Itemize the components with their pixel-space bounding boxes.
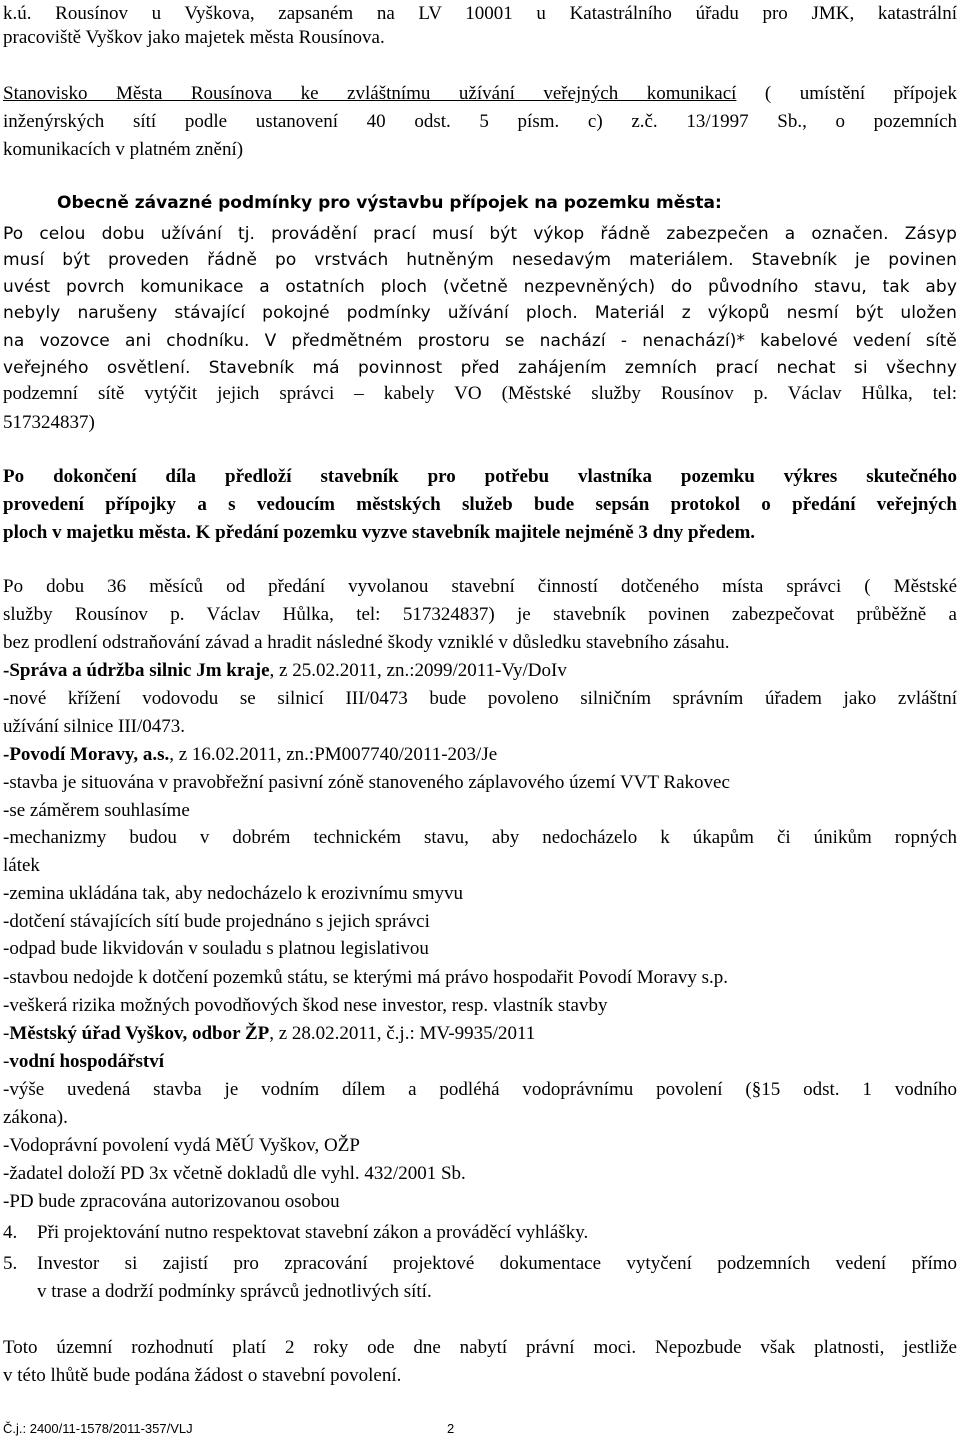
authority-name: Městský úřad Vyškov, odbor ŽP [9, 1023, 270, 1044]
authority-line [3, 659, 957, 683]
text-line: užívání silnice III/0473. [3, 716, 186, 737]
text-line: na vozovce ani chodníku. V předmětném prostoru se nachází - nenachází)* kabelové vedení sítě [3, 331, 957, 351]
text-line: -odpad bude likvidován v souladu s platnou legislativou [3, 938, 429, 959]
text-line: -mechanizmy budou v dobrém technickém stavu, aby nedocházelo k úkapům či únikům ropných [3, 827, 957, 848]
authority-name: -Povodí Moravy, a.s. [3, 744, 170, 765]
text-line: bez prodlení odstraňování závad a hradit následné škody vzniklé v důsledku stavebního zásahu. [3, 632, 730, 653]
text-line: -stavba je situována v pravobřežní pasivní zóně stanoveného záplavového území VVT Rakovec [3, 772, 730, 793]
text-line: -dotčení stávajících sítí bude projednáno s jejich správci [3, 911, 430, 932]
text-line: -PD bude zpracována autorizovanou osobou [3, 1191, 340, 1212]
text-line: uvést povrch komunikace a ostatních ploch (včetně nezpevněných) do původního stavu, tak aby [3, 277, 957, 297]
text-line: Toto územní rozhodnutí platí 2 roky ode dne nabytí právní moci. Nepozbude však platnosti, jestliže [3, 1337, 957, 1358]
text-line: k.ú. Rousínov u Vyškova, zapsaném na LV 10001 u Katastrálního úřadu pro JMK, katastrální [3, 3, 957, 24]
text-line: 517324837) [3, 412, 95, 433]
text-line: musí být proveden řádně po vrstvách hutněným nesedavým materiálem. Stavebník je povinen [3, 250, 957, 270]
text-line: veřejného osvětlení. Stavebník má povinnost před zahájením zemních prací nechat si všechny [3, 358, 957, 378]
text-line: -se záměrem souhlasíme [3, 800, 190, 821]
text-line: pracoviště Vyškov jako majetek města Rousínova. [3, 27, 385, 48]
authority-line [3, 1022, 957, 1046]
text-line: látek [3, 855, 40, 876]
subsection-line [3, 1050, 957, 1074]
text-line: v této lhůtě bude podána žádost o stavební povolení. [3, 1365, 402, 1386]
text-line: komunikacích v platném znění) [3, 139, 244, 160]
text-line: podzemní sítě vytýčit jejich správci – kabely VO (Městské služby Rousínov p. Václav Hůlka, tel: [3, 383, 957, 404]
list-item-text: Při projektování nutno respektovat stavební zákon a prováděcí vyhlášky. [37, 1222, 589, 1243]
text-line: nebyly narušeny stávající pokojné podmínky užívání ploch. Materiál z výkopů nesmí být uložen [3, 303, 957, 323]
list-item-number: 4. [3, 1222, 18, 1243]
page-number: 2 [447, 1421, 455, 1436]
text-line: -žadatel doloží PD 3x včetně dokladů dle vyhl. 432/2001 Sb. [3, 1163, 466, 1184]
section-heading-underlined: Stanovisko Města Rousínova ke zvláštnímu užívání veřejných komunikací [3, 83, 737, 104]
section-heading-line [3, 82, 957, 106]
text-line: inženýrských sítí podle ustanovení 40 odst. 5 písm. c) z.č. 13/1997 Sb., o pozemních [3, 111, 957, 132]
text-line: služby Rousínov p. Václav Hůlka, tel: 517324837) je stavebník povinen zabezpečovat průběžně a [3, 604, 957, 625]
authority-ref: , z 28.02.2011, č.j.: MV-9935/2011 [269, 1023, 536, 1044]
bold-paragraph-line: provedení přípojky a s vedoucím městských služeb bude sepsán protokol o předání veřejných [3, 494, 957, 515]
list-item-text: Investor si zajistí pro zpracování projektové dokumentace vytyčení podzemních vedení přímo [37, 1253, 957, 1274]
text-line: Po celou dobu užívání tj. provádění prací musí být výkop řádně zabezpečen a označen. Zásyp [3, 224, 957, 244]
list-item-number: 5. [3, 1253, 18, 1274]
text-line: -nové křížení vodovodu se silnicí III/0473 bude povoleno silničním správním úřadem jako zvláštní [3, 688, 957, 709]
list-item-text: v trase a dodrží podmínky správců jednotlivých sítí. [37, 1281, 432, 1302]
authority-ref: , z 25.02.2011, zn.:2099/2011-Vy/DoIv [269, 660, 567, 681]
text-line: -výše uvedená stavba je vodním dílem a podléhá vodoprávnímu povolení (§15 odst. 1 vodního [3, 1079, 957, 1100]
text-line: -Vodoprávní povolení vydá MěÚ Vyškov, OŽP [3, 1135, 360, 1156]
bold-paragraph-line: Po dokončení díla předloží stavebník pro potřebu vlastníka pozemku výkres skutečného [3, 466, 957, 487]
dash: - [3, 1023, 10, 1044]
conditions-heading: Obecně závazné podmínky pro výstavbu přípojek na pozemku města: [57, 193, 722, 213]
section-heading-rest: ( umístění přípojek [736, 83, 957, 104]
text-line: Po dobu 36 měsíců od předání vyvolanou stavební činností dotčeného místa správci ( Městské [3, 576, 957, 597]
text-line: -veškerá rizika možných povodňových škod nese investor, resp. vlastník stavby [3, 995, 608, 1016]
authority-ref: , z 16.02.2011, zn.:PM007740/2011-203/Je [169, 744, 498, 765]
text-line: zákona). [3, 1107, 68, 1128]
authority-line [3, 743, 957, 767]
footer-reference: Č.j.: 2400/11-1578/2011-357/VLJ [3, 1421, 193, 1436]
text-line: -zemina ukládána tak, aby nedocházelo k erozivnímu smyvu [3, 883, 464, 904]
subsection-title: vodní hospodářství [9, 1051, 165, 1072]
bold-paragraph-line: ploch v majetku města. K předání pozemku vyzve stavebník majitele nejméně 3 dny předem. [3, 522, 756, 543]
authority-name: -Správa a údržba silnic Jm kraje [3, 660, 270, 681]
text-line: -stavbou nedojde k dotčení pozemků státu, se kterými má právo hospodařit Povodí Moravy s.p. [3, 967, 729, 988]
dash: - [3, 1051, 10, 1072]
